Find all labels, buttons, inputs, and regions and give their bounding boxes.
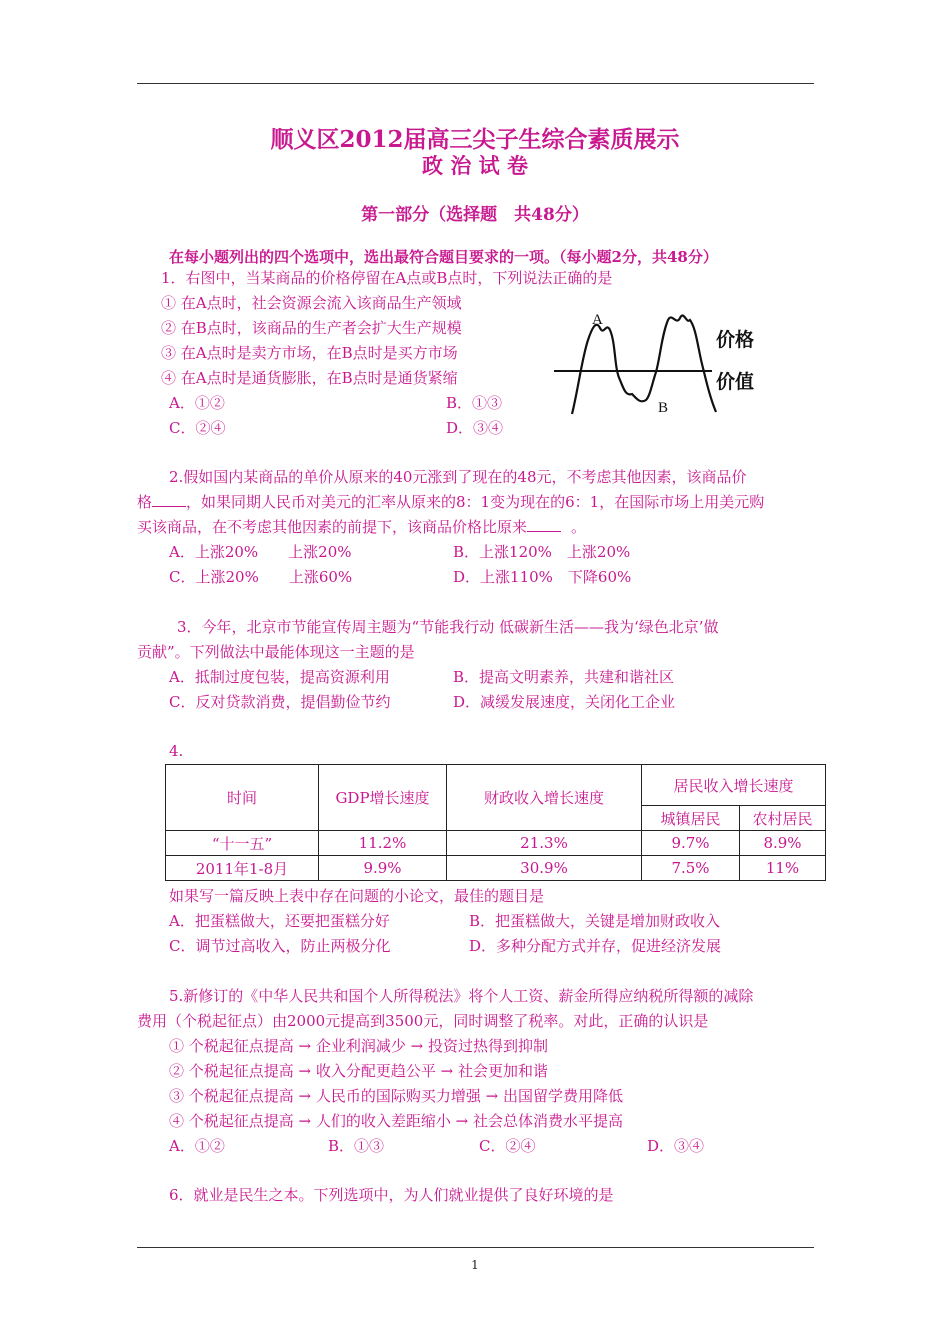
point-a-label: A [592,312,603,328]
q1-statement-3: ③ 在A点时是卖方市场，在B点时是买方市场 [161,344,458,362]
point-b-label: B [658,400,669,416]
q4-option-b: B．把蛋糕做大，关键是增加财政收入 [469,912,721,930]
cell-gdp: 11.2% [319,831,447,856]
q5-option-a: A．①② [169,1137,225,1155]
bottom-rule [137,1247,814,1248]
q2-blank-2 [527,517,561,532]
cell-time: 2011年1-8月 [166,856,319,881]
price-value-figure [540,298,800,420]
page-title: 顺义区2012届高三尖子生综合素质展示 [270,126,680,153]
q4-option-c: C．调节过高收入，防止两极分化 [169,937,391,955]
q2-line-1: 2.假如国内某商品的单价从原来的40元涨到了现在的48元，不考虑其他因素，该商品价 [169,468,747,486]
q5-statement-4: ④ 个税起征点提高 → 人们的收入差距缩小 → 社会总体消费水平提高 [169,1112,623,1130]
header-urban: 城镇居民 [642,806,740,831]
price-label: 价格 [716,329,755,351]
q5-option-c: C．②④ [479,1137,536,1155]
header-time: 时间 [166,765,319,831]
q2-line-2a: 格 [137,493,153,511]
cell-fiscal: 21.3% [447,831,642,856]
q4-number: 4. [169,742,184,760]
cell-rural: 8.9% [740,831,826,856]
q3-option-a: A．抵制过度包装，提高资源利用 [169,668,390,686]
instruction: 在每小题列出的四个选项中，选出最符合题目要求的一项。（每小题2分，共48分） [169,248,718,266]
q1-statement-4: ④ 在A点时是通货膨胀，在B点时是通货紧缩 [161,369,458,387]
q1-option-d: D．③④ [446,419,504,437]
cell-urban: 7.5% [642,856,740,881]
cell-time: “十一五” [166,831,319,856]
q4-option-d: D．多种分配方式并存，促进经济发展 [469,937,722,955]
q1-statement-2: ② 在B点时，该商品的生产者会扩大生产规模 [161,319,462,337]
q5-statement-1: ① 个税起征点提高 → 企业利润减少 → 投资过热得到抑制 [169,1037,548,1055]
q4-stem: 如果写一篇反映上表中存在问题的小论文，最佳的题目是 [169,887,545,905]
q5-option-d: D．③④ [647,1137,705,1155]
q5-statement-2: ② 个税起征点提高 → 收入分配更趋公平 → 社会更加和谐 [169,1062,548,1080]
table-row [166,856,826,881]
cell-rural: 11% [740,856,826,881]
q2-option-b: B．上涨120% 上涨20% [453,543,631,561]
q5-statement-3: ③ 个税起征点提高 → 人民币的国际购买力增强 → 出国留学费用降低 [169,1087,623,1105]
q2-line-2 [137,492,764,512]
header-rural: 农村居民 [740,806,826,831]
top-rule [137,83,814,84]
cell-fiscal: 30.9% [447,856,642,881]
q3-line-1: 3．今年，北京市节能宣传周主题为“节能我行动 低碳新生活——我为‘绿色北京’做 [177,618,719,636]
q3-line-2: 贡献”。下列做法中最能体现这一主题的是 [137,643,415,661]
table-row [166,831,826,856]
page-number: 1 [471,1258,479,1272]
q2-option-c: C．上涨20% 上涨60% [169,568,353,586]
q1-statement-1: ① 在A点时，社会资源会流入该商品生产领域 [161,294,462,312]
q4-option-a: A．把蛋糕做大，还要把蛋糕分好 [169,912,390,930]
section-heading: 第一部分（选择题 共48分） [361,205,589,225]
q2-line-3a: 买该商品，在不考虑其他因素的前提下，该商品价格比原来 [137,518,528,536]
q5-line-2: 费用（个税起征点）由2000元提高到3500元，同时调整了税率。对此，正确的认识是 [137,1012,709,1030]
q2-line-3 [137,517,586,537]
cell-gdp: 9.9% [319,856,447,881]
q2-blank-1 [152,492,186,507]
statistics-table [165,764,826,881]
q2-option-d: D．上涨110% 下降60% [453,568,632,586]
header-fiscal: 财政收入增长速度 [447,765,642,831]
q2-line-2b: ，如果同期人民币对美元的汇率从原来的8：1变为现在的6：1，在国际市场上用美元购 [186,493,765,511]
q6-stem: 6．就业是民生之本。下列选项中，为人们就业提供了良好环境的是 [169,1186,614,1204]
page-subtitle: 政 治 试 卷 [422,153,528,178]
cell-urban: 9.7% [642,831,740,856]
value-label: 价值 [716,371,755,393]
q5-option-b: B．①③ [328,1137,385,1155]
q1-option-a: A．①② [169,394,225,412]
q2-option-a: A．上涨20% 上涨20% [169,543,352,561]
q2-line-3b: 。 [571,518,587,536]
q1-option-c: C．②④ [169,419,226,437]
q1-stem: 1．右图中，当某商品的价格停留在A点或B点时，下列说法正确的是 [161,269,613,287]
q3-option-d: D．减缓发展速度，关闭化工企业 [453,693,676,711]
q3-option-b: B．提高文明素养，共建和谐社区 [453,668,675,686]
header-income: 居民收入增长速度 [642,765,826,806]
q1-option-b: B．①③ [446,394,503,412]
q3-option-c: C．反对贷款消费，提倡勤俭节约 [169,693,391,711]
header-gdp: GDP增长速度 [319,765,447,831]
price-curve [572,315,716,414]
q5-line-1: 5.新修订的《中华人民共和国个人所得税法》将个人工资、薪金所得应纳税所得额的减除 [169,987,754,1005]
